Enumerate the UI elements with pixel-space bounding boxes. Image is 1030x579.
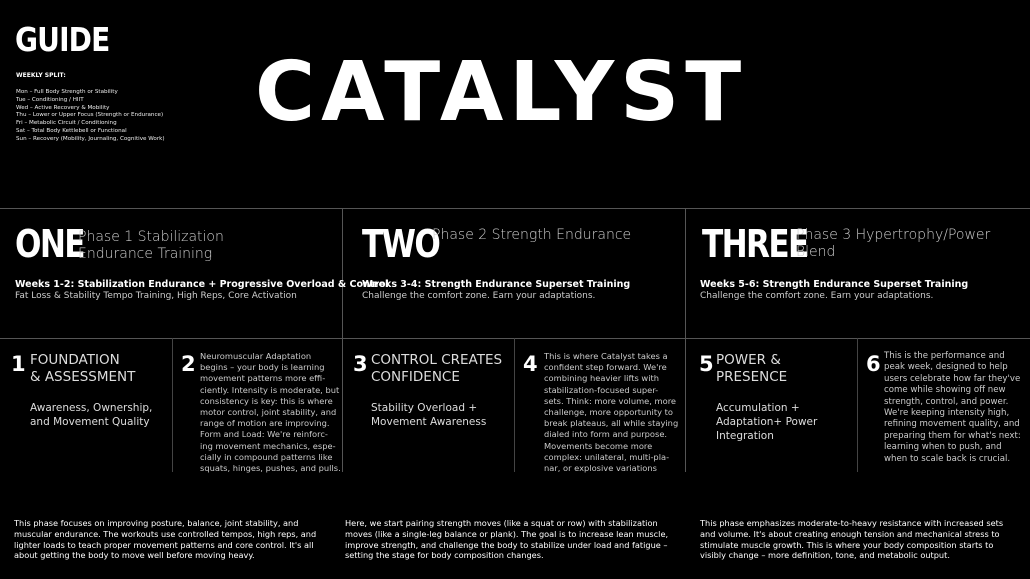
phase-weeks: Weeks 1-2: Stabilization Endurance + Progressive Overload & Control (15, 279, 389, 290)
step-title-line: CONTROL CREATES (371, 352, 503, 368)
divider (342, 208, 343, 472)
step-body-line: combining heavier lifts with (544, 373, 660, 384)
step-body-line: This is where Catalyst takes a (544, 351, 668, 361)
step-body-line: Movements become more (544, 440, 653, 451)
divider (172, 338, 173, 472)
phase-name-line: Phase 2 Strength Endurance (432, 227, 632, 243)
phase-number: ONE (15, 222, 84, 266)
step-subtitle-line: Adaptation+ Power (716, 416, 818, 428)
weekly-split-day: Mon – Full Body Strength or Stability (16, 89, 118, 95)
phase-subtitle: Challenge the comfort zone. Earn your adaptations. (362, 291, 596, 301)
weekly-split-day: Wed – Active Recovery & Mobility (16, 104, 110, 111)
weekly-split-title: WEEKLY SPLIT: (16, 72, 66, 79)
step-title-line: CONFIDENCE (371, 369, 460, 385)
weekly-split-day: Tue – Conditioning / HIIT (16, 96, 84, 103)
divider (514, 338, 515, 472)
step-body-line: learning when to push, and (884, 442, 1002, 453)
phase-number: THREE (702, 222, 808, 266)
divider (685, 208, 686, 472)
step-title-line: PRESENCE (716, 369, 788, 385)
phase-number: TWO (362, 222, 440, 266)
step-number: 5 (699, 352, 714, 376)
phase-name (78, 229, 224, 263)
step-subtitle-line: Accumulation + (716, 402, 800, 414)
phase-name-line: Blend (796, 244, 836, 260)
step-subtitle-line: Stability Overload + (371, 402, 478, 414)
step-body-line: range of motion are improving. (200, 418, 330, 429)
step-number: 3 (353, 352, 368, 376)
step-subtitle (716, 401, 817, 443)
step-number: 2 (181, 352, 196, 376)
phase-subtitle: Fat Loss & Stability Tempo Training, High Reps, Core Activation (15, 291, 297, 301)
step-body-line: This is the performance and (884, 351, 1005, 361)
step-number: 4 (523, 352, 538, 376)
step-body-line: refining movement quality, and (884, 419, 1020, 430)
phase-name-line: Phase 3 Hypertrophy/Power (796, 227, 991, 243)
phase-description: This phase focuses on improving posture, balance, joint stability, and muscular endurance. The workouts use controlled tempos, high reps, and lighter loads to teach proper movement patterns and core control. It's all about getting the body to move well before moving heavy. (14, 518, 317, 561)
step-title (371, 352, 502, 386)
divider (857, 338, 858, 472)
step-body-line: consistency is key: this is where (200, 395, 333, 406)
step-subtitle-line: and Movement Quality (30, 416, 150, 428)
phase-description: This phase emphasizes moderate-to-heavy resistance with increased sets and volume. It's about creating enough tension and mechanical stress to stimulate muscle growth. This is where your body composition starts to visibly change – more definition, tone, and metabolic output. (700, 518, 1004, 561)
phase-weeks: Weeks 3-4: Strength Endurance Superset Training (362, 279, 631, 290)
step-body-line: stabilization-focused super- (544, 384, 659, 395)
weekly-split-day: Sat – Total Body Kettlebell or Functional (16, 127, 127, 134)
weekly-split-day: Fri – Metabolic Circuit / Conditioning (16, 120, 117, 127)
step-title (716, 352, 787, 386)
step-body-line: complex: unilateral, multi-pla- (544, 451, 670, 462)
phase-name-line: Endurance Training (78, 246, 213, 262)
step-title (30, 352, 135, 386)
step-body-line: peak week, designed to help (884, 362, 1008, 373)
step-body-line: nar, or explosive variations (544, 463, 657, 474)
step-subtitle-line: Integration (716, 430, 774, 442)
step-body-line: We're keeping intensity high, (884, 408, 1010, 419)
step-body (884, 351, 1021, 465)
step-body-line: challenge, more opportunity to (544, 407, 673, 418)
step-body-line: confident step forward. We're (544, 362, 667, 373)
step-body-line: movement patterns more effi- (200, 373, 326, 384)
step-body-line: cially in compound patterns like (200, 451, 333, 462)
step-body-line: sets. Think: more volume, more (544, 395, 677, 406)
catalyst-logo: CATALYST (255, 45, 748, 140)
step-body-line: when to scale back is crucial. (884, 453, 1011, 464)
step-body-line: strength, control, and power. (884, 396, 1009, 407)
phase-name (432, 227, 631, 244)
weekly-split-day: Sun – Recovery (Mobility, Journaling, Cognitive Work) (16, 135, 165, 142)
step-body (544, 351, 678, 474)
step-title-line: POWER & (716, 352, 781, 368)
step-title-line: & ASSESSMENT (30, 369, 136, 385)
phase-name-line: Phase 1 Stabilization (78, 229, 224, 245)
step-body-line: ciently. Intensity is moderate, but (200, 384, 340, 395)
divider (0, 208, 1030, 209)
step-number: 6 (866, 352, 881, 376)
divider (0, 338, 1030, 339)
phase-subtitle: Challenge the comfort zone. Earn your adaptations. (700, 291, 934, 301)
step-body-line: motor control, joint stability, and (200, 407, 337, 418)
phase-name (796, 227, 990, 261)
step-body-line: squats, hinges, pushes, and pulls. (200, 463, 341, 474)
weekly-split-day: Thu – Lower or Upper Focus (Strength or Endurance) (16, 112, 164, 119)
step-body-line: dialed into form and purpose. (544, 429, 668, 440)
weekly-split-list (16, 89, 165, 144)
step-body-line: users celebrate how far they've (884, 373, 1021, 384)
guide-label: GUIDE (15, 20, 110, 59)
step-body-line: ing movement mechanics, espe- (200, 440, 336, 451)
step-body-line: come while showing off new (884, 385, 1006, 396)
phase-weeks: Weeks 5-6: Strength Endurance Superset Training (700, 279, 969, 290)
step-subtitle-line: Movement Awareness (371, 416, 487, 428)
step-title-line: FOUNDATION (30, 352, 120, 368)
step-body-line: Form and Load: We're reinforc- (200, 429, 328, 440)
step-body-line: break plateaus, all while staying (544, 418, 679, 429)
step-body-line: begins – your body is learning (200, 362, 325, 373)
step-body-line: preparing them for what's next: (884, 430, 1021, 441)
step-subtitle-line: Awareness, Ownership, (30, 402, 153, 414)
step-subtitle (30, 401, 152, 429)
step-number: 1 (11, 352, 26, 376)
phase-description: Here, we start pairing strength moves (like a squat or row) with stabilization moves (like a single-leg balance or plank). The goal is to increase lean muscle, improve strength, and challenge the body to stabilize under load and fatigue – setting the stage for body composition changes. (345, 518, 669, 561)
step-body (200, 351, 341, 474)
step-subtitle (371, 401, 486, 429)
step-body-line: Neuromuscular Adaptation (200, 351, 312, 361)
